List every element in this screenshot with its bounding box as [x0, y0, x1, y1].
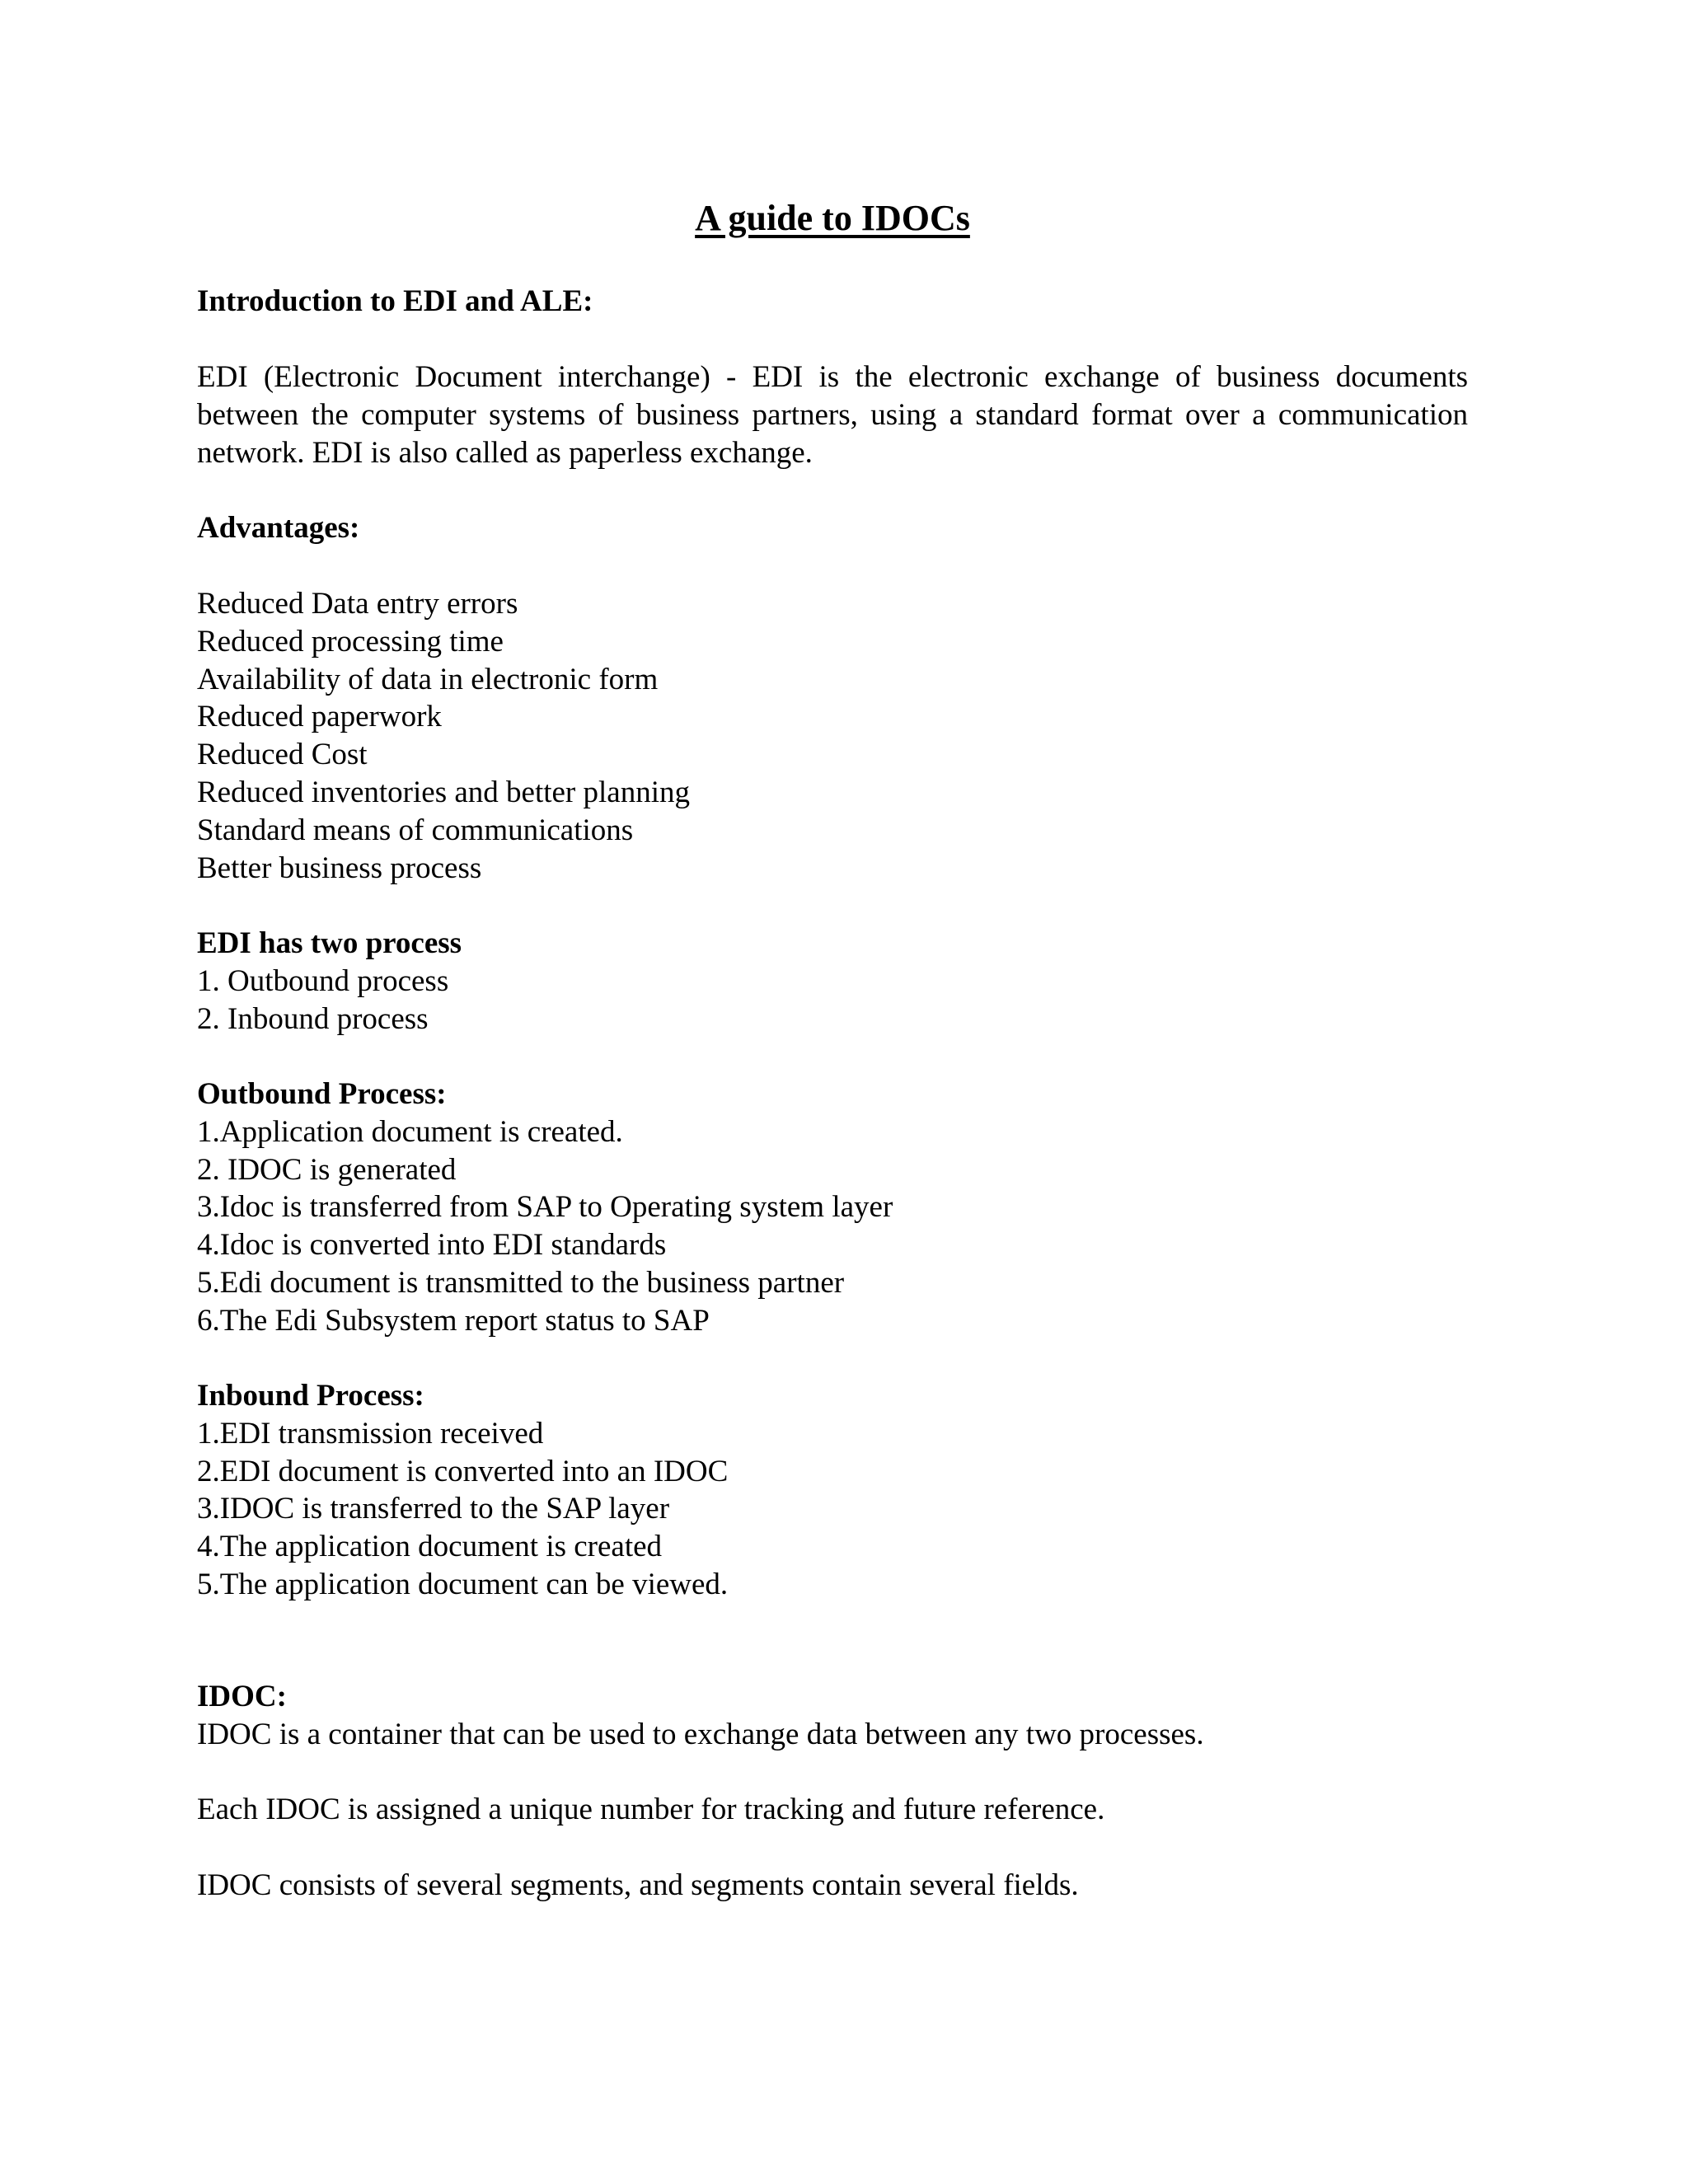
list-item: 4.The application document is created — [197, 1530, 663, 1564]
list-item: 1.EDI transmission received — [197, 1416, 544, 1451]
intro-section — [197, 283, 1468, 321]
document-title: A guide to IDOCs — [695, 198, 970, 238]
idoc-section — [197, 1678, 1468, 1754]
advantages-section — [197, 509, 1468, 547]
list-item: 5.The application document can be viewed. — [197, 1567, 729, 1601]
list-item: 5.Edi document is transmitted to the business partner — [197, 1265, 845, 1300]
list-item: 3.Idoc is transferred from SAP to Operating system layer — [197, 1190, 893, 1225]
list-item: Reduced Cost — [197, 738, 368, 772]
inbound-section — [197, 1377, 1468, 1604]
list-item: Availability of data in electronic form — [197, 662, 659, 696]
list-item: 1. Outbound process — [197, 963, 449, 998]
intro-paragraph: EDI (Electronic Document interchange) - EDI is the electronic exchange of business documents between the computer systems of business partners, using a standard format over a communication network. EDI is also called as paperless exchange. — [197, 360, 1468, 470]
list-item: Better business process — [197, 851, 482, 885]
outbound-section — [197, 1076, 1468, 1340]
list-item: Reduced paperwork — [197, 700, 442, 734]
list-item: 2. Inbound process — [197, 1001, 429, 1036]
advantages-heading: Advantages: — [197, 511, 360, 545]
list-item: Standard means of communications — [197, 813, 634, 847]
idoc-paragraph-1: IDOC is a container that can be used to exchange data between any two processes. — [197, 1717, 1204, 1751]
edi-process-section — [197, 925, 1468, 1038]
list-item: Reduced processing time — [197, 624, 504, 658]
list-item: Reduced Data entry errors — [197, 587, 518, 621]
list-item: 2. IDOC is generated — [197, 1152, 457, 1187]
outbound-heading: Outbound Process: — [197, 1077, 447, 1111]
list-item: 1.Application document is created. — [197, 1114, 623, 1149]
intro-heading: Introduction to EDI and ALE: — [197, 284, 593, 318]
advantages-list — [197, 585, 1468, 887]
inbound-heading: Inbound Process: — [197, 1379, 424, 1413]
list-item: 3.IDOC is transferred to the SAP layer — [197, 1492, 670, 1526]
idoc-paragraph-3-block — [197, 1867, 1468, 1905]
edi-process-heading: EDI has two process — [197, 926, 462, 960]
list-item: 6.The Edi Subsystem report status to SAP — [197, 1303, 710, 1338]
idoc-paragraph-2: Each IDOC is assigned a unique number for tracking and future reference. — [197, 1793, 1105, 1826]
list-item: 2.EDI document is converted into an IDOC — [197, 1454, 729, 1488]
list-item: 4.Idoc is converted into EDI standards — [197, 1228, 667, 1263]
list-item: Reduced inventories and better planning — [197, 775, 690, 809]
idoc-paragraph-3: IDOC consists of several segments, and segments contain several fields. — [197, 1868, 1079, 1902]
intro-paragraph-block — [197, 359, 1468, 471]
idoc-heading: IDOC: — [197, 1680, 287, 1713]
idoc-paragraph-2-block — [197, 1791, 1468, 1829]
